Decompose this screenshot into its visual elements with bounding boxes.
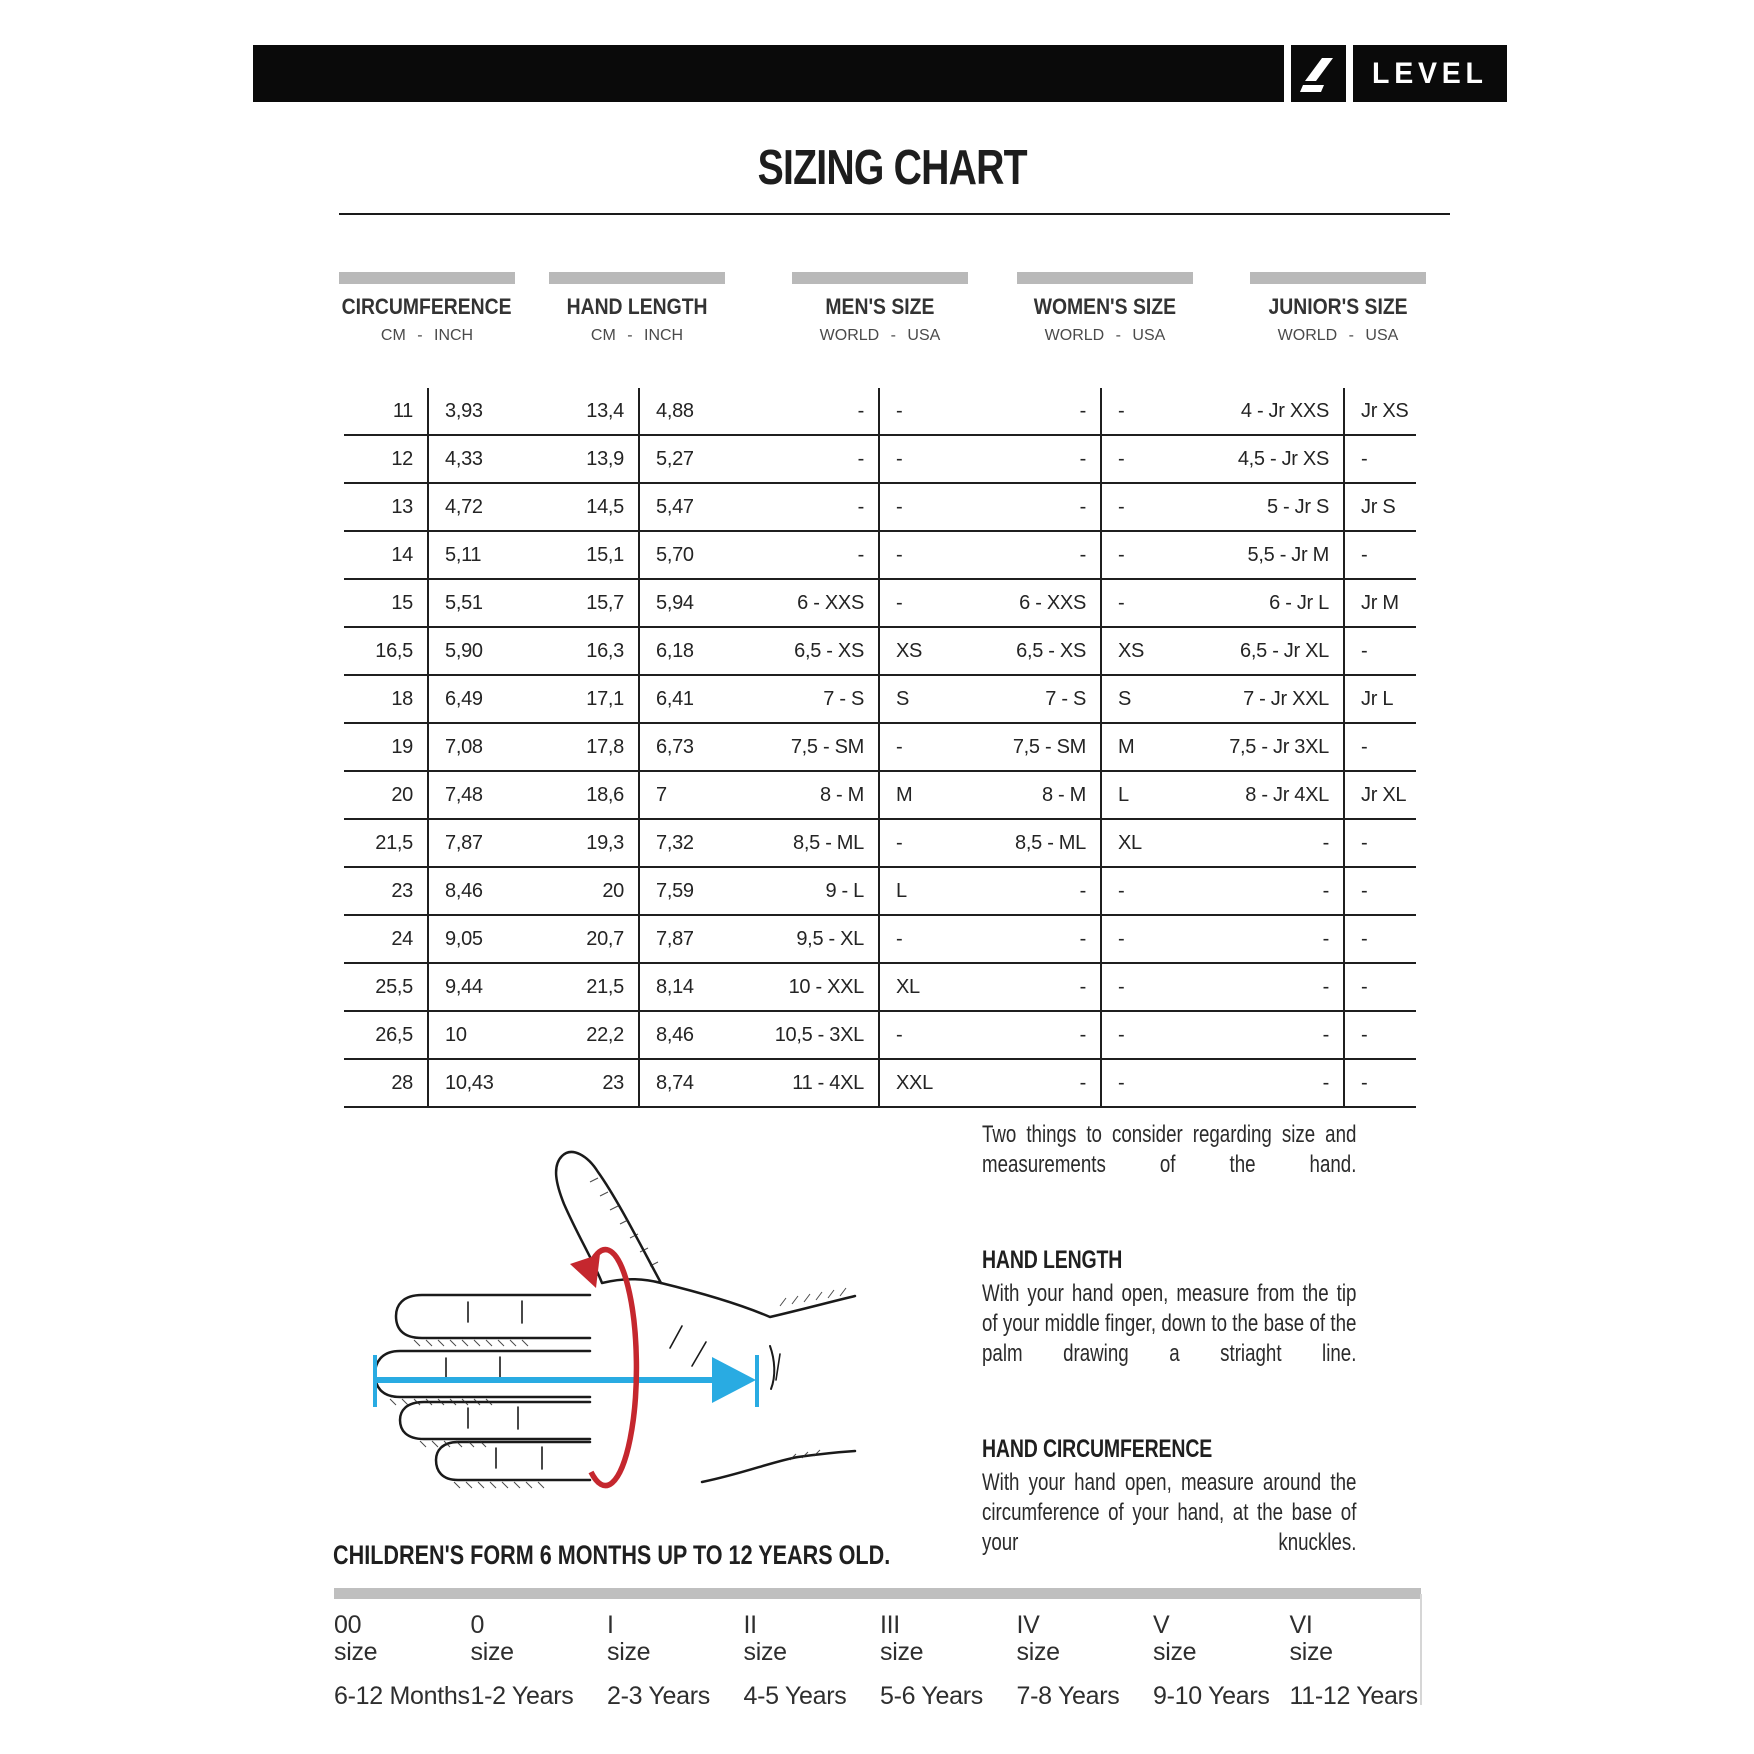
size-table-row (344, 676, 1416, 724)
children-size-code: VI (1289, 1611, 1313, 1639)
size-cell: S (1100, 676, 1225, 722)
size-cell: - (1322, 879, 1329, 902)
size-cell: M (1100, 724, 1225, 770)
children-age-range: 1-2 Years (470, 1682, 574, 1710)
size-cell: - (857, 447, 864, 470)
size-cell: - (1322, 1071, 1329, 1094)
size-cell: XL (1100, 820, 1225, 866)
size-cell: - (1079, 1071, 1086, 1094)
size-cell: 4,5 - Jr XS (1237, 447, 1329, 470)
size-cell: Jr S (1343, 484, 1416, 530)
size-cell: - (878, 820, 990, 866)
size-cell: - (878, 532, 990, 578)
size-cell: Jr XS (1343, 388, 1416, 434)
size-cell: 17,8 (586, 735, 624, 758)
size-cell: 7,5 - SM (790, 735, 864, 758)
size-cell: 9 - L (825, 879, 864, 902)
children-age-range: 4-5 Years (743, 1682, 847, 1710)
children-form-column (1153, 1612, 1290, 1711)
size-cell: 6,5 - Jr XL (1240, 639, 1329, 662)
children-age-range: 11-12 Years (1289, 1682, 1418, 1710)
children-age-range: 7-8 Years (1016, 1682, 1120, 1710)
hand-circumference-heading: HAND CIRCUMFERENCE (982, 1435, 1213, 1463)
size-cell: 13,4 (586, 399, 624, 422)
size-cell: Jr XL (1343, 772, 1416, 818)
size-cell: - (1343, 964, 1416, 1010)
size-cell: 7,5 - SM (1012, 735, 1086, 758)
header-sublabel: WORLD - USA (1277, 327, 1399, 344)
size-cell: 24 (391, 927, 413, 950)
size-cell: - (1079, 879, 1086, 902)
size-cell: 23 (602, 1071, 624, 1094)
children-size-code: V (1153, 1611, 1170, 1639)
size-cell: 11 (392, 399, 413, 422)
size-table-header (995, 272, 1215, 345)
children-size-word: size (880, 1638, 924, 1666)
size-cell: - (878, 916, 990, 962)
hand-measurement-illustration (350, 1130, 970, 1500)
size-cell: - (1322, 831, 1329, 854)
children-form-column (607, 1612, 744, 1711)
children-form-heading: CHILDREN'S FORM 6 MONTHS UP TO 12 YEARS OLD. (333, 1540, 891, 1570)
size-cell: 28 (391, 1071, 413, 1094)
level-mark-icon (1291, 45, 1346, 102)
size-cell: 17,1 (586, 687, 624, 710)
size-cell: 25,5 (375, 975, 413, 998)
size-cell: - (1079, 1023, 1086, 1046)
size-cell: 20 (391, 783, 413, 806)
children-size-word: size (334, 1638, 378, 1666)
size-cell: XS (878, 628, 990, 674)
brand-wordmark (1353, 45, 1507, 102)
size-cell: 5,90 (427, 628, 530, 674)
size-cell: 6,5 - XS (1016, 639, 1086, 662)
size-cell: 7 - S (1045, 687, 1086, 710)
size-cell: 10,5 - 3XL (774, 1023, 864, 1046)
size-cell: 9,44 (427, 964, 530, 1010)
size-cell: 7,59 (638, 868, 760, 914)
children-size-code: I (607, 1611, 614, 1639)
size-cell: - (878, 436, 990, 482)
size-cell: 8,5 - ML (793, 831, 864, 854)
size-cell: - (1343, 820, 1416, 866)
hand-length-heading: HAND LENGTH (982, 1246, 1123, 1274)
children-size-word: size (607, 1638, 651, 1666)
children-size-code: III (880, 1611, 900, 1639)
size-cell: 15 (391, 591, 413, 614)
size-cell: 11 - 4XL (792, 1071, 864, 1094)
size-table-row (344, 484, 1416, 532)
size-cell: 8 - Jr 4XL (1245, 783, 1329, 806)
size-table-row (344, 628, 1416, 676)
header-label: WOMEN'S SIZE (1033, 294, 1177, 319)
size-cell: Jr M (1343, 580, 1416, 626)
size-cell: - (1322, 927, 1329, 950)
size-cell: 4,88 (638, 388, 760, 434)
size-cell: 9,5 - XL (796, 927, 864, 950)
size-cell: 6,18 (638, 628, 760, 674)
size-cell: - (1079, 399, 1086, 422)
header-sublabel: CM - INCH (590, 327, 684, 344)
size-cell: 20,7 (586, 927, 624, 950)
size-cell: - (1100, 484, 1225, 530)
children-size-code: II (743, 1611, 757, 1639)
size-cell: 18 (391, 687, 413, 710)
size-cell: 12 (391, 447, 413, 470)
size-cell: 20 (602, 879, 624, 902)
size-cell: - (1343, 532, 1416, 578)
header-label: JUNIOR'S SIZE (1268, 294, 1408, 319)
size-table-row (344, 820, 1416, 868)
children-size-code: 0 (470, 1611, 485, 1639)
size-cell: - (1322, 1023, 1329, 1046)
size-table-row (344, 1060, 1416, 1108)
size-cell: - (1100, 580, 1225, 626)
size-cell: 7,08 (427, 724, 530, 770)
header-label: HAND LENGTH (566, 294, 708, 319)
size-cell: 13,9 (586, 447, 624, 470)
size-table-row (344, 916, 1416, 964)
size-cell: - (878, 724, 990, 770)
size-cell: XS (1100, 628, 1225, 674)
size-cell: 15,7 (586, 591, 624, 614)
size-cell: - (1079, 447, 1086, 470)
size-table-header (770, 272, 990, 345)
header-label: MEN'S SIZE (825, 294, 935, 319)
size-cell: 23 (391, 879, 413, 902)
size-cell: 8,5 - ML (1015, 831, 1086, 854)
size-cell: - (878, 580, 990, 626)
size-cell: - (1100, 964, 1225, 1010)
size-table-header (527, 272, 747, 345)
size-cell: 14 (391, 543, 413, 566)
size-table-row (344, 724, 1416, 772)
size-cell: 10 (427, 1012, 530, 1058)
size-cell: 7,32 (638, 820, 760, 866)
size-cell: 6,5 - XS (794, 639, 864, 662)
size-cell: - (857, 495, 864, 518)
size-cell: - (1100, 1060, 1225, 1106)
size-cell: 6,73 (638, 724, 760, 770)
size-cell: M (878, 772, 990, 818)
size-table-row (344, 868, 1416, 916)
children-form-column (744, 1612, 881, 1711)
size-cell: 14,5 (586, 495, 624, 518)
page-title: SIZING CHART (757, 141, 1027, 195)
size-cell: - (1100, 388, 1225, 434)
size-cell: 7 - S (823, 687, 864, 710)
size-cell: 10 - XXL (788, 975, 864, 998)
size-cell: Jr L (1343, 676, 1416, 722)
brand-logo-square (1291, 45, 1346, 102)
size-cell: 7 (638, 772, 760, 818)
size-cell: 4,33 (427, 436, 530, 482)
size-cell: 5,70 (638, 532, 760, 578)
size-table-header (1228, 272, 1448, 345)
size-cell: 3,93 (427, 388, 530, 434)
size-cell: - (878, 388, 990, 434)
children-size-code: 00 (334, 1611, 362, 1639)
size-table-row (344, 388, 1416, 436)
size-cell: 26,5 (375, 1023, 413, 1046)
size-cell: - (1343, 868, 1416, 914)
size-table-row (344, 964, 1416, 1012)
size-cell: - (1343, 628, 1416, 674)
header-sublabel: WORLD - USA (1044, 327, 1166, 344)
size-cell: 6,49 (427, 676, 530, 722)
children-age-range: 6-12 Months (334, 1682, 470, 1710)
size-cell: - (1100, 436, 1225, 482)
children-form-column (334, 1612, 471, 1711)
size-cell: - (1100, 868, 1225, 914)
children-form-column (880, 1612, 1017, 1711)
size-cell: - (1079, 543, 1086, 566)
size-cell: 7,48 (427, 772, 530, 818)
size-cell: 16,3 (586, 639, 624, 662)
children-form-bar (334, 1588, 1421, 1599)
brand-name: LEVEL (1372, 56, 1488, 90)
size-cell: 22,2 (586, 1023, 624, 1046)
size-table-row (344, 1012, 1416, 1060)
size-cell: 5,11 (427, 532, 530, 578)
hand-circumference-body: With your hand open, measure around the circumference of your hand, at the base of your knuckles. (982, 1469, 1357, 1556)
size-cell: XXL (878, 1060, 990, 1106)
measure-intro: Two things to consider regarding size and measurements of the hand. (982, 1121, 1357, 1178)
size-cell: 6,41 (638, 676, 760, 722)
size-cell: 8,46 (638, 1012, 760, 1058)
size-cell: 16,5 (375, 639, 413, 662)
size-cell: L (878, 868, 990, 914)
children-size-word: size (1016, 1638, 1060, 1666)
size-cell: 8 - M (819, 783, 864, 806)
size-cell: - (1100, 916, 1225, 962)
header-bar (339, 272, 515, 284)
size-table-row (344, 772, 1416, 820)
size-cell: 19 (391, 735, 413, 758)
size-cell: 4,72 (427, 484, 530, 530)
measurement-info (982, 1120, 1356, 1588)
size-cell: 18,6 (586, 783, 624, 806)
size-cell: 9,05 (427, 916, 530, 962)
children-size-word: size (1153, 1638, 1197, 1666)
size-cell: 21,5 (375, 831, 413, 854)
header-sublabel: WORLD - USA (819, 327, 941, 344)
size-cell: - (1343, 724, 1416, 770)
size-cell: - (1343, 1060, 1416, 1106)
header-bar (1250, 272, 1426, 284)
size-cell: 7 - Jr XXL (1243, 687, 1329, 710)
size-cell: - (1343, 436, 1416, 482)
size-cell: 5,5 - Jr M (1247, 543, 1329, 566)
size-cell: 8,46 (427, 868, 530, 914)
size-cell: - (1343, 916, 1416, 962)
size-cell: 15,1 (586, 543, 624, 566)
size-cell: - (1079, 495, 1086, 518)
header-sublabel: CM - INCH (380, 327, 474, 344)
size-cell: - (1100, 1012, 1225, 1058)
size-cell: 8,14 (638, 964, 760, 1010)
size-cell: 7,87 (427, 820, 530, 866)
size-cell: 6 - XXS (1019, 591, 1086, 614)
size-table-row (344, 436, 1416, 484)
size-cell: - (1079, 927, 1086, 950)
size-cell: 4 - Jr XXS (1240, 399, 1329, 422)
size-cell: 10,43 (427, 1060, 530, 1106)
size-cell: - (857, 543, 864, 566)
size-cell: 5,27 (638, 436, 760, 482)
size-cell: 13 (391, 495, 413, 518)
brand-bar (253, 45, 1284, 102)
size-cell: 8 - M (1041, 783, 1086, 806)
header-bar (792, 272, 968, 284)
children-size-word: size (743, 1638, 787, 1666)
header-bar (549, 272, 725, 284)
size-cell: 21,5 (586, 975, 624, 998)
children-form-column (1017, 1612, 1154, 1711)
children-form-table (334, 1612, 1426, 1711)
title-divider (339, 213, 1450, 215)
size-cell: 7,87 (638, 916, 760, 962)
size-table-row (344, 532, 1416, 580)
size-cell: - (1322, 975, 1329, 998)
size-cell: 19,3 (586, 831, 624, 854)
size-cell: - (878, 484, 990, 530)
size-cell: - (857, 399, 864, 422)
header-bar (1017, 272, 1193, 284)
size-table-body (344, 388, 1416, 1108)
size-cell: - (1100, 532, 1225, 578)
size-cell: - (1079, 975, 1086, 998)
size-cell: 5,47 (638, 484, 760, 530)
size-cell: 5,94 (638, 580, 760, 626)
children-age-range: 9-10 Years (1153, 1682, 1270, 1710)
children-form-column (1290, 1612, 1427, 1711)
size-cell: - (1343, 1012, 1416, 1058)
size-cell: 5,51 (427, 580, 530, 626)
children-size-code: IV (1016, 1611, 1040, 1639)
size-cell: 8,74 (638, 1060, 760, 1106)
children-age-range: 5-6 Years (880, 1682, 983, 1710)
size-table-header (317, 272, 537, 345)
header-label: CIRCUMFERENCE (342, 294, 512, 319)
children-form-column (471, 1612, 608, 1711)
children-size-word: size (1289, 1638, 1333, 1666)
size-cell: 7,5 - Jr 3XL (1229, 735, 1329, 758)
size-cell: 6 - XXS (797, 591, 864, 614)
size-cell: L (1100, 772, 1225, 818)
hand-length-body: With your hand open, measure from the tip of your middle finger, down to the base of the palm drawing a striaght line. (982, 1280, 1357, 1367)
children-size-word: size (470, 1638, 514, 1666)
size-cell: XL (878, 964, 990, 1010)
size-cell: 5 - Jr S (1266, 495, 1329, 518)
children-age-range: 2-3 Years (607, 1682, 710, 1710)
size-cell: S (878, 676, 990, 722)
size-cell: - (878, 1012, 990, 1058)
size-table-row (344, 580, 1416, 628)
size-cell: 6 - Jr L (1269, 591, 1329, 614)
